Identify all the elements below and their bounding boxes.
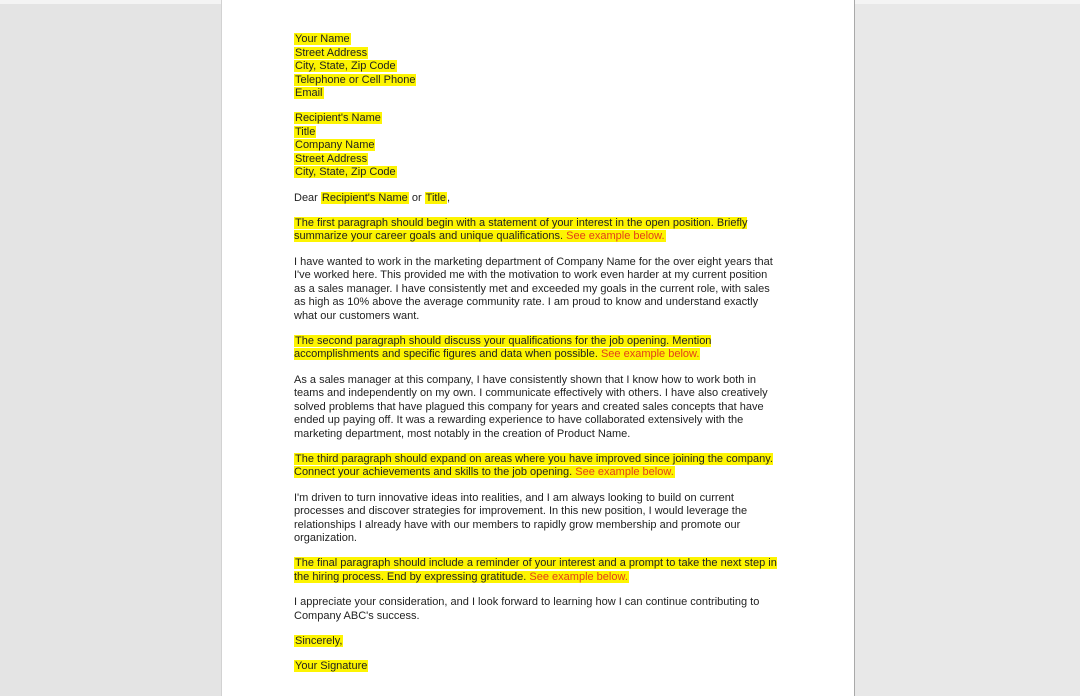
recipient-title-line [294,126,777,140]
instruction-text-4: The final paragraph should include a reminder of your interest and a prompt to take the next step in the hiring process. End by expressing gratitude. [294,557,777,583]
workspace-background-left [0,0,221,696]
recipient-company: Company Name [295,139,375,152]
workspace-background-right [855,0,1080,696]
sender-street: Street Address [295,46,368,59]
sender-city-line [294,60,777,74]
see-example-text-1: See example below. [566,230,665,243]
closing-line [294,635,777,649]
recipient-street-line [294,153,777,167]
salutation-title-placeholder: Title [425,191,447,204]
recipient-name-line [294,112,777,126]
recipient-title: Title [295,125,316,138]
signature-line [294,660,777,674]
recipient-name: Recipient's Name [295,112,381,125]
see-example-text-2: See example below. [600,348,700,361]
sender-name-line [294,33,777,47]
recipient-street: Street Address [295,152,368,165]
recipient-company-line [294,139,777,153]
sender-phone: Telephone or Cell Phone [295,73,416,86]
salutation-recipient-placeholder: Recipient's Name [321,191,408,204]
example-paragraph-1: I have wanted to work in the marketing department of Company Name for the over eight years that I've worked here. This provided me with the motivation to work even harder at my current position as a sales manager. I have consistently met and exceeded my goals in the current role, with sales as high as 10% above the average community rate. I am proud to know and understand exactly what our customers want. [294,255,773,322]
salutation-prefix: Dear [294,191,321,204]
instruction-paragraph-1 [294,217,777,244]
salutation-connector: or [408,191,425,204]
see-example-text-4: See example below. [529,570,628,583]
sender-email-line [294,87,777,101]
instruction-text-3: The third paragraph should expand on areas where you have improved since joining the company. Connect your achievements and skills to the job opening. [294,452,773,479]
sender-name: Your Name [295,33,350,45]
example-paragraph-2: As a sales manager at this company, I have consistently shown that I know how to work both in teams and independently on my own. I communicate effectively with others. I have also creatively solved problems that have plagued this company for years and created sales concepts that have ended up paying off. It was a rewarding experience to have collaborated extensively with the marketing department, most notably in the creation of Product Name. [294,373,768,440]
sender-city: City, State, Zip Code [295,60,396,72]
recipient-address-block [294,112,777,180]
example-paragraph-4: I appreciate your consideration, and I look forward to learning how I can continue contributing to Company ABC's success. [294,596,760,622]
closing-text: Sincerely, [295,634,343,647]
instruction-paragraph-2 [294,335,777,362]
example-paragraph-3: I'm driven to turn innovative ideas into realities, and I am always looking to build on current processes and discover strategies for improvement. In this new position, I would leverage the relationships I already have with our members to rapidly grow membership and promote our organization. [294,491,748,544]
recipient-city-line [294,166,777,180]
instruction-text-1: The first paragraph should begin with a statement of your interest in the open position. Briefly summarize your career goals and unique qualifications. [294,216,748,243]
salutation-suffix: , [447,191,451,204]
sender-email: Email [295,87,323,99]
document-page [221,0,855,696]
instruction-text-2: The second paragraph should discuss your qualifications for the job opening. Mention accomplishments and specific figures and data when possible. [294,334,712,361]
instruction-paragraph-4 [294,557,777,584]
recipient-city: City, State, Zip Code [295,166,396,179]
signature-placeholder: Your Signature [295,660,368,672]
sender-phone-line [294,74,777,88]
see-example-text-3: See example below. [575,466,674,479]
sender-street-line [294,47,777,61]
salutation-line [294,192,777,206]
instruction-paragraph-3 [294,453,777,480]
sender-address-block [294,33,777,101]
